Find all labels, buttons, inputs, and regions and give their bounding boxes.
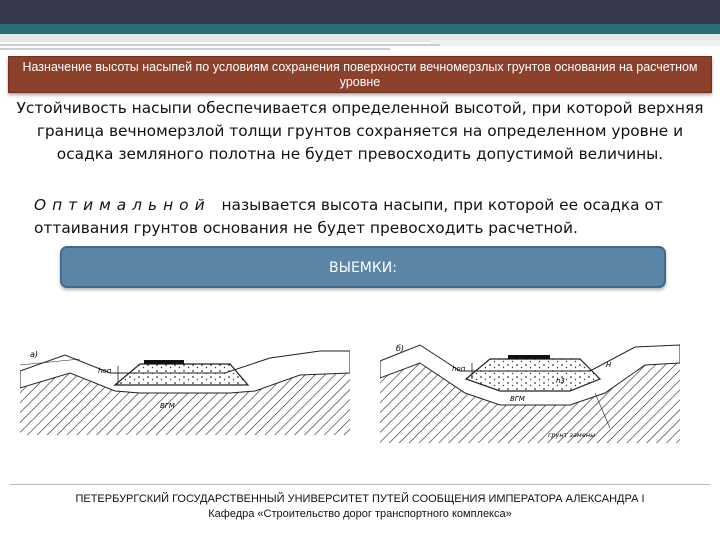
footer-university: ПЕТЕРБУРГСКИЙ ГОСУДАРСТВЕННЫЙ УНИВЕРСИТЕТ ПУТЕЙ СООБЩЕНИЯ ИМПЕРАТОРА АЛЕКСАНДРА I <box>75 493 645 505</box>
rail-track-bar <box>508 355 550 359</box>
embankment-diagram-a <box>20 333 350 435</box>
figure-b-note: грунт замены <box>548 431 596 439</box>
decorative-line <box>0 44 440 46</box>
figure-b-bottom-label: ВГМ <box>510 395 525 403</box>
footer-divider <box>10 484 710 485</box>
figure-b-mid-label: h3 <box>556 377 565 385</box>
slide-title: Назначение высоты насыпей по условиям сохранения поверхности вечномерзлых грунтов основания на расчетном уровне <box>8 56 712 93</box>
header-right-stripe <box>430 40 720 46</box>
cuts-button[interactable]: ВЫЕМКИ: <box>60 246 666 288</box>
footer <box>20 492 700 522</box>
figure-b-label: б) <box>396 344 405 353</box>
footer-department: Кафедра «Строительство дорог транспортного комплекса» <box>208 508 512 520</box>
optimal-paragraph <box>34 194 694 240</box>
figure-a-label: а) <box>30 350 39 359</box>
embankment-body <box>115 364 248 385</box>
figure-b-h-label: hоп <box>452 365 466 373</box>
figure-a-h-label: hоп <box>98 367 112 375</box>
embankment-body <box>466 359 600 391</box>
stability-paragraph: Устойчивость насыпи обеспечивается определенной высотой, при которой верхняя граница вечномерзлой толщи грунтов сохраняется на определенном уровне и осадка земляного полотна не будет превосходить допустимой величины. <box>16 99 704 163</box>
rail-track-bar <box>144 360 184 364</box>
optimal-definition: называется высота насыпи, при которой ее осадка от оттаивания грунтов основания не будет превосходить расчетной. <box>34 196 663 237</box>
header-bar <box>0 0 720 24</box>
embankment-diagram-b <box>380 333 680 443</box>
optimal-term: Оптимальной <box>34 196 211 214</box>
decorative-line <box>0 48 390 50</box>
figure-b-right-label: H <box>606 361 612 369</box>
header-teal-stripe <box>0 24 720 34</box>
figure-a-bottom-label: ВГМ <box>160 402 175 410</box>
